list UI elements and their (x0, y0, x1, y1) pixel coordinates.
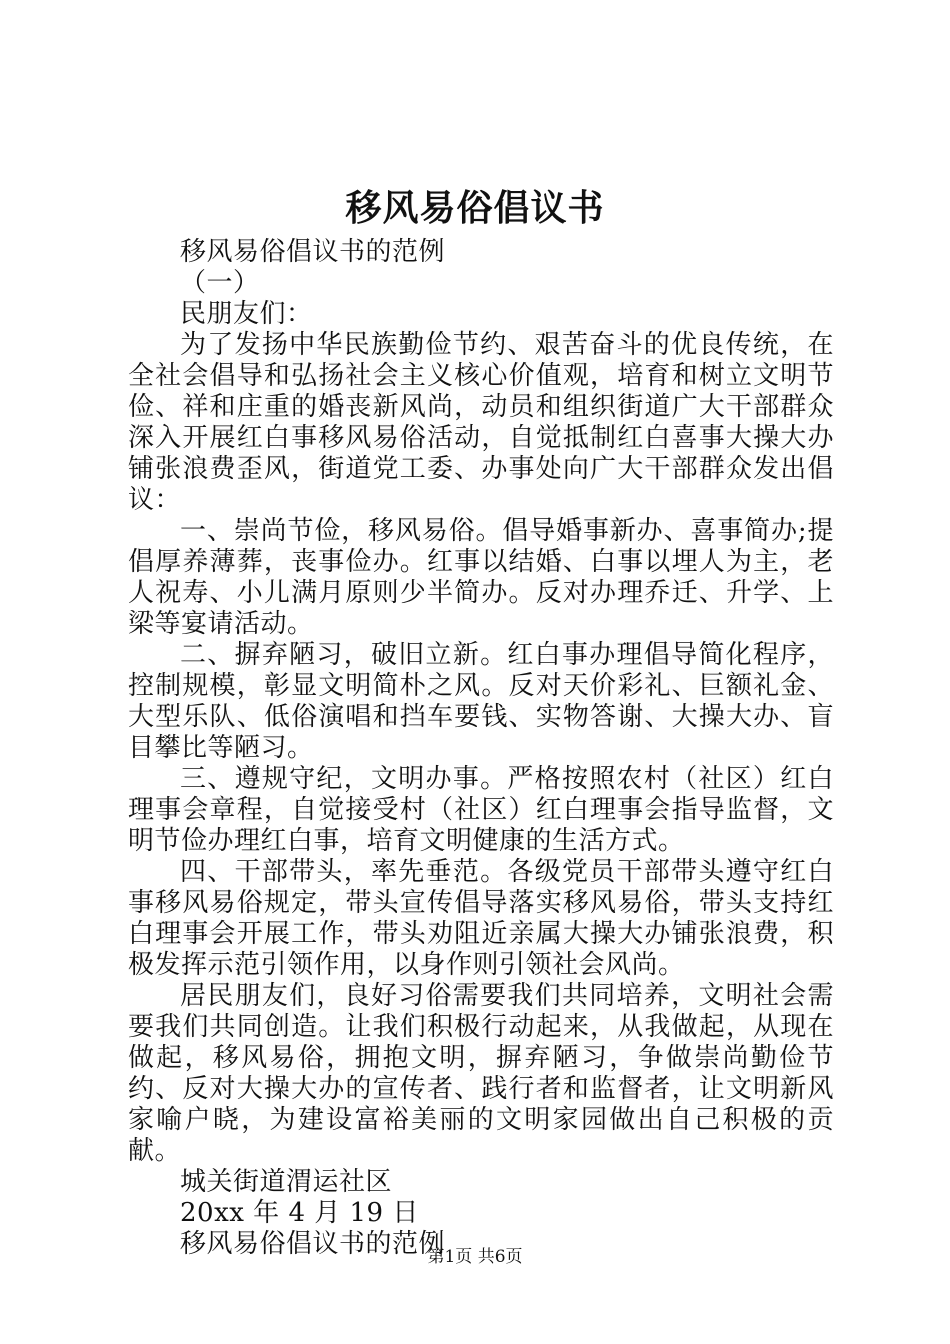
document-body (128, 237, 834, 1260)
paragraph-signature: 城关街道渭运社区 (180, 1167, 393, 1197)
paragraph-next-example: 移风易俗倡议书的范例 (180, 1229, 446, 1259)
paragraph-subtitle: 移风易俗倡议书的范例 (180, 237, 446, 267)
paragraph-point-4: 四、干部带头，率先垂范。各级党员干部带头遵守红白事移风易俗规定，带头宣传倡导落实移风易俗，带头支持红白理事会开展工作，带头劝阻近亲属大操大办铺张浪费，积极发挥示范引领作用，以身作则引领社会风尚。 (128, 857, 834, 980)
paragraph-point-2: 二、摒弃陋习，破旧立新。红白事办理倡导简化程序，控制规模，彰显文明简朴之风。反对天价彩礼、巨额礼金、大型乐队、低俗演唱和挡车要钱、实物答谢、大操大办、盲目攀比等陋习。 (128, 640, 834, 763)
paragraph-intro: 为了发扬中华民族勤俭节约、艰苦奋斗的优良传统，在全社会倡导和弘扬社会主义核心价值观，培育和树立文明节俭、祥和庄重的婚丧新风尚，动员和组织街道广大干部群众深入开展红白事移风易俗活动，自觉抵制红白喜事大操大办铺张浪费歪风，街道党工委、办事处向广大干部群众发出倡议： (128, 330, 834, 515)
paragraph-date: 20xx 年 4 月 19 日 (180, 1198, 419, 1228)
paragraph-section-number: （一） (180, 268, 260, 298)
page-footer: 第1页 共6页 (427, 1247, 523, 1267)
paragraph-closing: 居民朋友们，良好习俗需要我们共同培养，文明社会需要我们共同创造。让我们积极行动起来，从我做起，从现在做起，移风易俗，拥抱文明，摒弃陋习，争做崇尚勤俭节约、反对大操大办的宣传者、践行者和监督者，让文明新风家喻户晓，为建设富裕美丽的文明家园做出自己积极的贡献。 (128, 981, 834, 1166)
paragraph-point-1: 一、崇尚节俭，移风易俗。倡导婚事新办、喜事简办;提倡厚养薄葬，丧事俭办。红事以结婚、白事以埋人为主，老人祝寿、小儿满月原则少半简办。反对办理乔迁、升学、上梁等宴请活动。 (128, 516, 834, 639)
paragraph-salutation: 民朋友们： (180, 299, 313, 329)
paragraph-point-3: 三、遵规守纪，文明办事。严格按照农村（社区）红白理事会章程，自觉接受村（社区）红白理事会指导监督，文明节俭办理红白事，培育文明健康的生活方式。 (128, 764, 834, 856)
document-title: 移风易俗倡议书 (345, 187, 605, 229)
